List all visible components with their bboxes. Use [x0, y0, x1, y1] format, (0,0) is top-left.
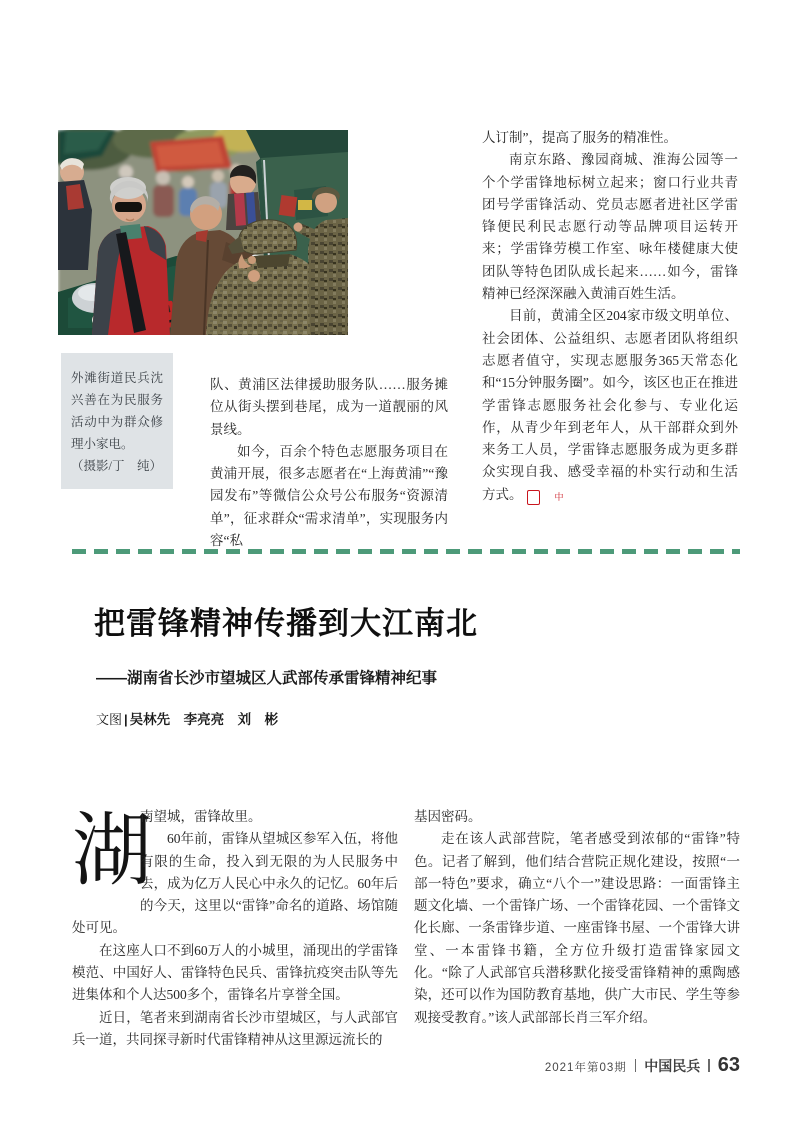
feature-byline	[96, 708, 278, 728]
footer-separator	[708, 1059, 710, 1072]
paragraph: 基因密码。	[414, 809, 482, 824]
paragraph: 人订制”，提高了服务的精准性。	[482, 130, 677, 145]
top-article-middle-column	[210, 374, 448, 552]
paragraph: 60年前，雷锋从望城区参军入伍，将他有限的生命，投入到无限的为人民服务中去，成为亿万人民心中永久的记忆。60年后的今天，这里以“雷锋”命名的道路、场馆随处可见。	[72, 831, 398, 936]
paragraph: 如今，百余个特色志愿服务项目在黄浦开展，很多志愿者在“上海黄浦”“豫园发布”等微信公众号公布服务“资源清单”，征求群众“需求清单”，实现服务内容“私	[210, 443, 448, 549]
paragraph: 队、黄浦区法律援助服务队……服务摊位从街头摆到巷尾，成为一道靓丽的风景线。	[210, 377, 448, 437]
feature-left-column	[72, 806, 398, 1051]
paragraph: 南望城，雷锋故里。	[140, 809, 262, 824]
dropcap: 湖	[72, 808, 152, 896]
footer-separator	[635, 1059, 637, 1072]
photo-caption-text: 外滩街道民兵沈兴善在为民服务活动中为群众修理小家电。	[71, 371, 163, 451]
paragraph: 在这座人口不到60万人的小城里，涌现出的学雷锋模范、中国好人、雷锋特色民兵、雷锋抗疫突击队等先进集体和个人达500多个，雷锋名片享誉全国。	[72, 942, 398, 1003]
footer-issue: 2021年第03期	[544, 1062, 627, 1074]
top-article-right-column	[482, 127, 738, 506]
photo-credit: （摄影/丁 纯）	[71, 459, 162, 473]
section-divider	[72, 549, 740, 554]
footer-magazine-name: 中国民兵	[644, 1058, 701, 1074]
paragraph: 走在该人武部营院，笔者感受到浓郁的“雷锋”特色。记者了解到，他们结合营院正规化建设，按照“一部一特色”要求，确立“八个一”建设思路：一面雷锋主题文化墙、一个雷锋广场、一个雷锋花园、一个雷锋文化长廊、一条雷锋步道、一座雷锋书屋、一个雷锋大讲堂、一本雷锋书籍，全方位升级打造雷锋家园文化。“除了人武部官兵潜移默化接受雷锋精神的熏陶感染，还可以作为国防教育基地，供广大市民、学生等参观接受教育。”该人武部部长肖三军介绍。	[414, 831, 740, 1025]
byline-prefix: 文图	[96, 712, 123, 727]
photo-caption	[61, 353, 173, 489]
feature-subtitle: ——湖南省长沙市望城区人武部传承雷锋精神纪事	[96, 670, 438, 687]
byline-authors: 吴林先 李亮亮 刘 彬	[129, 712, 279, 727]
service-photo	[58, 130, 348, 335]
byline-separator: |	[124, 712, 128, 727]
feature-title: 把雷锋精神传播到大江南北	[94, 606, 478, 641]
paragraph: 南京东路、豫园商城、淮海公园等一个个学雷锋地标树立起来；窗口行业共青团号学雷锋活动、党员志愿者进社区学雷锋便民利民志愿行动等品牌项目运转开来；学雷锋劳模工作室、咏年楼健康大使团队等特色团队成长起来……如今，雷锋精神已经深深融入黄浦百姓生活。	[482, 152, 738, 302]
feature-right-column	[414, 806, 740, 1029]
page-footer	[545, 1054, 740, 1077]
service-photo-graphic	[58, 130, 348, 335]
paragraph	[482, 305, 738, 506]
paragraph-text: 目前，黄浦全区204家市级文明单位、社会团体、公益组织、志愿者团队将组织志愿者值守，实现志愿服务365天常态化和“15分钟服务圈”。如今，该区也正在推进学雷锋志愿服务社会化参与、专业化运作，从青少年到老年人，从干部群众到外来务工人员，学雷锋志愿服务成为更多群众实现自我、感受幸福的朴实行动和生活方式。	[482, 308, 738, 502]
footer-page-number: 63	[717, 1054, 740, 1076]
paragraph: 近日，笔者来到湖南省长沙市望城区，与人武部官兵一道，共同探寻新时代雷锋精神从这里源远流长的	[72, 1009, 398, 1047]
article-end-icon: 中	[527, 490, 540, 505]
